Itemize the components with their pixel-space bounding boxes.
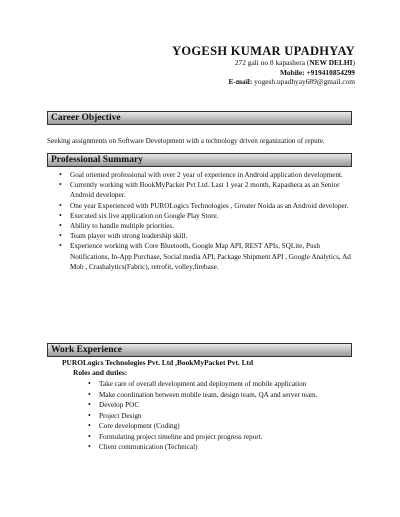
- email-label: E-mail:: [228, 77, 253, 87]
- career-objective-text: Seeking assignments on Software Development with a technology driven organization of repute.: [47, 137, 325, 145]
- list-item: • Goal oriented professional with over 2 year of experience in Android application development.: [55, 170, 353, 180]
- professional-summary-title: Professional Summary: [51, 155, 143, 165]
- list-item: • Project Design: [84, 411, 354, 422]
- list-item: • Take care of overall development and deployment of mobile application: [84, 379, 354, 390]
- list-item: • Currently working with BookMyPacket Pvt Ltd. Last 1 year 2 month, Kapashera as an Senior Android developer.: [55, 180, 353, 200]
- address: [172, 58, 355, 68]
- list-item: • Ability to handle multiple priorities.: [55, 221, 353, 231]
- address-prefix: 272 gali no 8 kapashera (: [234, 58, 310, 67]
- list-item: • Client communication (Technical): [84, 442, 354, 453]
- work-experience-title: Work Experience: [51, 345, 122, 355]
- list-item: • Make coordination between mobile team, design team, QA and server team.: [84, 390, 354, 401]
- list-item: • Executed six live application on Google Play Store.: [55, 211, 353, 221]
- email-line: [172, 77, 355, 87]
- resume-header: [172, 44, 355, 87]
- summary-list: [55, 170, 353, 272]
- address-suffix: ): [352, 58, 355, 67]
- career-objective-title: Career Objective: [51, 113, 121, 123]
- roles-label: Roles and duties:: [73, 368, 128, 377]
- email-value: yogesh.upadhyay689@gmail.com: [254, 77, 355, 87]
- list-item: • One year Experienced with PUROLogics Technologies , Greater Noida as an Android developer.: [55, 201, 353, 211]
- duties-list: [84, 379, 354, 453]
- list-item: • Develop POC: [84, 400, 354, 411]
- list-item: • Core development (Coding): [84, 421, 354, 432]
- mobile-line: [172, 68, 355, 78]
- list-item: • Formulating project timeline and project progress report.: [84, 432, 354, 443]
- candidate-name: YOGESH KUMAR UPADHYAY: [172, 44, 355, 58]
- list-item: • Experience working with Core Bluetooth, Google Map API, REST APIs, SQLite, Push Notifications, In-App Purchase, Social media API, Package Shipment API , Google Analytics, Ad Mob , Crashalytics(Fabric), retrofit, volley,firebase.: [55, 241, 353, 272]
- company-names: PUROLogics Technologies Pvt. Ltd ,BookMyPacket Pvt. Ltd: [62, 358, 254, 367]
- mobile-label: Mobile:: [279, 67, 305, 77]
- list-item: • Team player with strong leadership skill.: [55, 231, 353, 241]
- address-city: NEW DELHI: [309, 58, 353, 67]
- professional-summary-heading: [47, 153, 352, 167]
- work-experience-heading: [47, 343, 352, 357]
- mobile-value: +919410854299: [306, 67, 355, 77]
- career-objective-heading: [47, 111, 352, 125]
